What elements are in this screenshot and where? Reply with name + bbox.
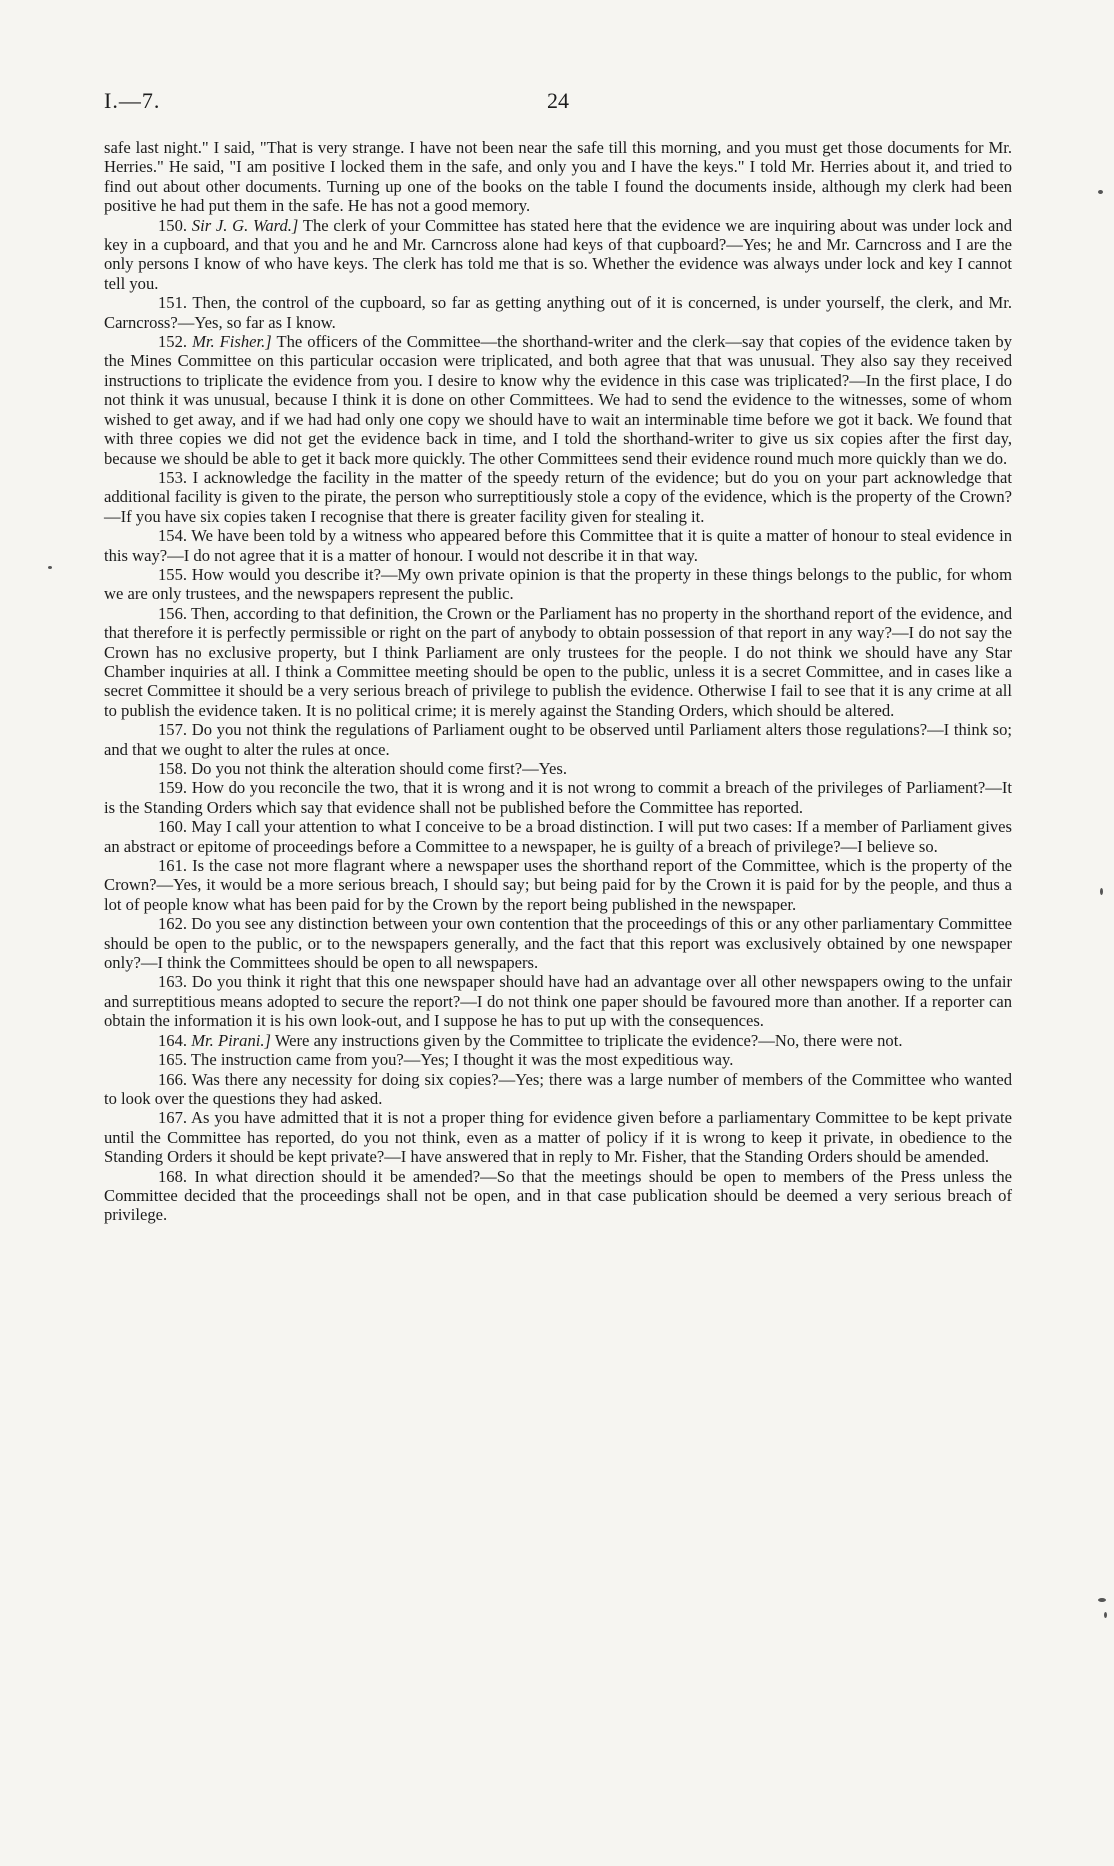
question-number: 158. bbox=[158, 759, 188, 778]
speaker-name: Mr. Fisher.] bbox=[192, 332, 272, 352]
question-number: 165. bbox=[158, 1050, 188, 1070]
paragraph-text: Do you think it right that this one newspaper should have had an advantage over all other newspapers owing to the unfair and surreptitious means adopted to secure the report?—I do not think one paper should be favoured more than another. If a reporter can obtain the information it is his own look-out, and I suppose he has to put up with the consequences. bbox=[104, 972, 1012, 1031]
question-number: 155. bbox=[158, 564, 188, 584]
paragraph-text: The instruction came from you?—Yes; I thought it was the most expeditious way. bbox=[190, 1050, 734, 1070]
question-number: 154. bbox=[158, 526, 188, 546]
question-165 bbox=[104, 1050, 1012, 1069]
paragraph-text: Is the case not more flagrant where a newspaper uses the shorthand report of the Committee, which is the property of the Crown?—Yes, it would be a more serious breach, I should say; but being paid for by the Crown it is paid for by the people, and thus a lot of people know what has been paid for by the Crown by the report being published in the newspaper. bbox=[104, 856, 1012, 914]
question-number: 159. bbox=[158, 778, 188, 798]
paragraph-text: As you have admitted that it is not a proper thing for evidence given before a parliamentary Committee to be kept private until the Committee has reported, do you not think, even as a matter of policy if it is wrong to keep it private, in obedience to the Standing Orders it should be kept private?—I have answered that in reply to Mr. Fisher, that the Standing Orders should be amended. bbox=[104, 1108, 1013, 1167]
scan-speck bbox=[1104, 1612, 1107, 1618]
evidence-body bbox=[104, 138, 1012, 1225]
paragraph-text: Was there any necessity for doing six copies?—Yes; there was a large number of members of the Committee who wanted to look over the questions they had asked. bbox=[104, 1069, 1012, 1108]
question-161 bbox=[104, 856, 1012, 914]
question-151 bbox=[104, 293, 1012, 332]
question-159 bbox=[104, 778, 1012, 817]
paragraph-text: The clerk of your Committee has stated here that the evidence we are inquiring about was under lock and key in a cupboard, and that you and he and Mr. Carncross alone had keys of that cupboard?—Yes; he and Mr. Carncross and I are the only persons I know of who have keys. The clerk has told me that is so. Whether the evidence was always under lock and key I cannot tell you. bbox=[104, 215, 1013, 293]
question-number: 168. bbox=[158, 1166, 188, 1186]
question-157 bbox=[104, 720, 1012, 759]
speaker-name: Mr. Pirani.] bbox=[191, 1030, 271, 1050]
question-158 bbox=[104, 759, 1012, 778]
paragraph-text: Then, according to that definition, the Crown or the Parliament has no property in the shorthand report of the evidence, and that therefore it is perfectly permissible or right on the part of anybody to obtain possession of that report in any way?—I do not say the Crown has no exclusive property, but I think Parliament are only trustees for the people. I do not think we should have any Star Chamber inquiries at all. I think a Committee meeting should be open to the public, unless it is a secret Committee, and in cases like a secret Committee it should be a very serious breach of privilege to publish the evidence. Otherwise I fail to see that it is any crime at all to publish the evidence taken. It is no political crime; it is merely against the Standing Orders, which should be altered. bbox=[104, 603, 1012, 720]
question-number: 150. bbox=[158, 215, 188, 235]
question-155 bbox=[104, 565, 1012, 604]
scan-speck bbox=[1098, 190, 1103, 194]
question-number: 152. bbox=[158, 332, 188, 352]
question-number: 164. bbox=[158, 1030, 188, 1050]
question-number: 162. bbox=[158, 914, 188, 934]
question-162 bbox=[104, 914, 1012, 972]
scan-speck bbox=[1098, 1598, 1106, 1602]
paragraph-text: Do you see any distinction between your own contention that the proceedings of this or any other parliamentary Committee should be open to the public, or to the newspapers generally, and the fact that this report was exclusively obtained by one newspaper only?—I think the Committees should be open to all newspapers. bbox=[104, 914, 1012, 973]
scan-speck bbox=[48, 566, 52, 569]
question-168 bbox=[104, 1167, 1012, 1225]
paragraph-text: Then, the control of the cupboard, so far as getting anything out of it is concerned, is under yourself, the clerk, and Mr. Carncross?—Yes, so far as I know. bbox=[104, 293, 1012, 332]
opening-paragraph bbox=[104, 138, 1012, 216]
question-150 bbox=[104, 216, 1012, 294]
scan-speck bbox=[1100, 888, 1103, 895]
question-number: 156. bbox=[158, 603, 188, 623]
question-163 bbox=[104, 972, 1012, 1030]
question-166 bbox=[104, 1070, 1012, 1109]
question-156 bbox=[104, 604, 1012, 720]
speaker-name: Sir J. G. Ward.] bbox=[191, 215, 299, 235]
question-number: 157. bbox=[158, 720, 188, 740]
question-number: 166. bbox=[158, 1069, 188, 1089]
question-number: 151. bbox=[158, 293, 188, 313]
paragraph-text: How would you describe it?—My own private opinion is that the property in these things belongs to the public, for whom we are only trustees, and the newspapers represent the public. bbox=[104, 564, 1012, 604]
paragraph-text: I acknowledge the facility in the matter of the speedy return of the evidence; but do you on your part acknowledge that additional facility is given to the pirate, the person who surreptitiously stole a copy of the evidence, which is the property of the Crown?—If you have six copies taken I recognise that there is greater facility given for stealing it. bbox=[104, 467, 1012, 526]
paragraph-text: May I call your attention to what I conceive to be a broad distinction. I will put two cases: If a member of Parliament gives an abstract or epitome of proceedings before a Committee to a newspaper, he is guilty of a breach of privilege?—I believe so. bbox=[104, 817, 1012, 856]
question-167 bbox=[104, 1108, 1012, 1166]
question-153 bbox=[104, 468, 1012, 526]
question-152 bbox=[104, 332, 1012, 468]
paragraph-text: In what direction should it be amended?—So that the meetings should be open to members of the Press unless the Committee decided that the proceedings shall not be open, and in that case publication should be deemed a very serious breach of privilege. bbox=[104, 1166, 1013, 1225]
paragraph-text: We have been told by a witness who appeared before this Committee that it is quite a matter of honour to steal evidence in this way?—I do not agree that it is a matter of honour. I would not describe it in that way. bbox=[104, 526, 1012, 565]
document-reference: I.—7. bbox=[104, 88, 161, 113]
question-number: 153. bbox=[158, 467, 188, 487]
paragraph-text: Do you not think the regulations of Parliament ought to be observed until Parliament alters those regulations?—I think so; and that we ought to alter the rules at once. bbox=[104, 720, 1012, 759]
question-number: 163. bbox=[158, 972, 188, 992]
page-number: 24 bbox=[547, 88, 569, 113]
paragraph-text: Were any instructions given by the Committee to triplicate the evidence?—No, there were not. bbox=[274, 1030, 903, 1050]
question-154 bbox=[104, 526, 1012, 565]
question-number: 161. bbox=[158, 856, 188, 876]
paragraph-text: safe last night." I said, "That is very strange. I have not been near the safe till this morning, and you must get those documents for Mr. Herries." He said, "I am positive I locked them in the safe, and only you and I have the keys." I told Mr. Herries about it, and tried to find out about other documents. Turning up one of the books on the table I found the documents inside, although my clerk had been positive he had put them in the safe. He has not a good memory. bbox=[104, 138, 1012, 216]
paragraph-text: How do you reconcile the two, that it is wrong and it is not wrong to commit a breach of the privileges of Parliament?—It is the Standing Orders which say that evidence shall not be published before the Committee has reported. bbox=[104, 778, 1012, 817]
paragraph-text: Do you not think the alteration should come first?—Yes. bbox=[191, 759, 567, 778]
question-160 bbox=[104, 817, 1012, 856]
page-header bbox=[104, 88, 1012, 122]
question-number: 167. bbox=[158, 1108, 188, 1128]
question-164 bbox=[104, 1031, 1012, 1050]
question-number: 160. bbox=[158, 817, 188, 837]
paragraph-text: The officers of the Committee—the shorthand-writer and the clerk—say that copies of the evidence taken by the Mines Committee on this particular occasion were triplicated, and both agree that that was unusual. They also say they received instructions to triplicate the evidence from you. I desire to know why the evidence in this case was triplicated?—In the first place, I do not think it was unusual, because I think it is done on other Committees. We had to send the evidence to the witnesses, some of whom wished to get away, and if we had had only one copy we should have to wait an interminable time before we got it back. We found that with three copies we did not get the evidence back in time, and I told the shorthand-writer to give us six copies after the first day, because we should be able to get it back more quickly. The other Committees send their evidence round much more quickly than we do. bbox=[104, 332, 1013, 468]
